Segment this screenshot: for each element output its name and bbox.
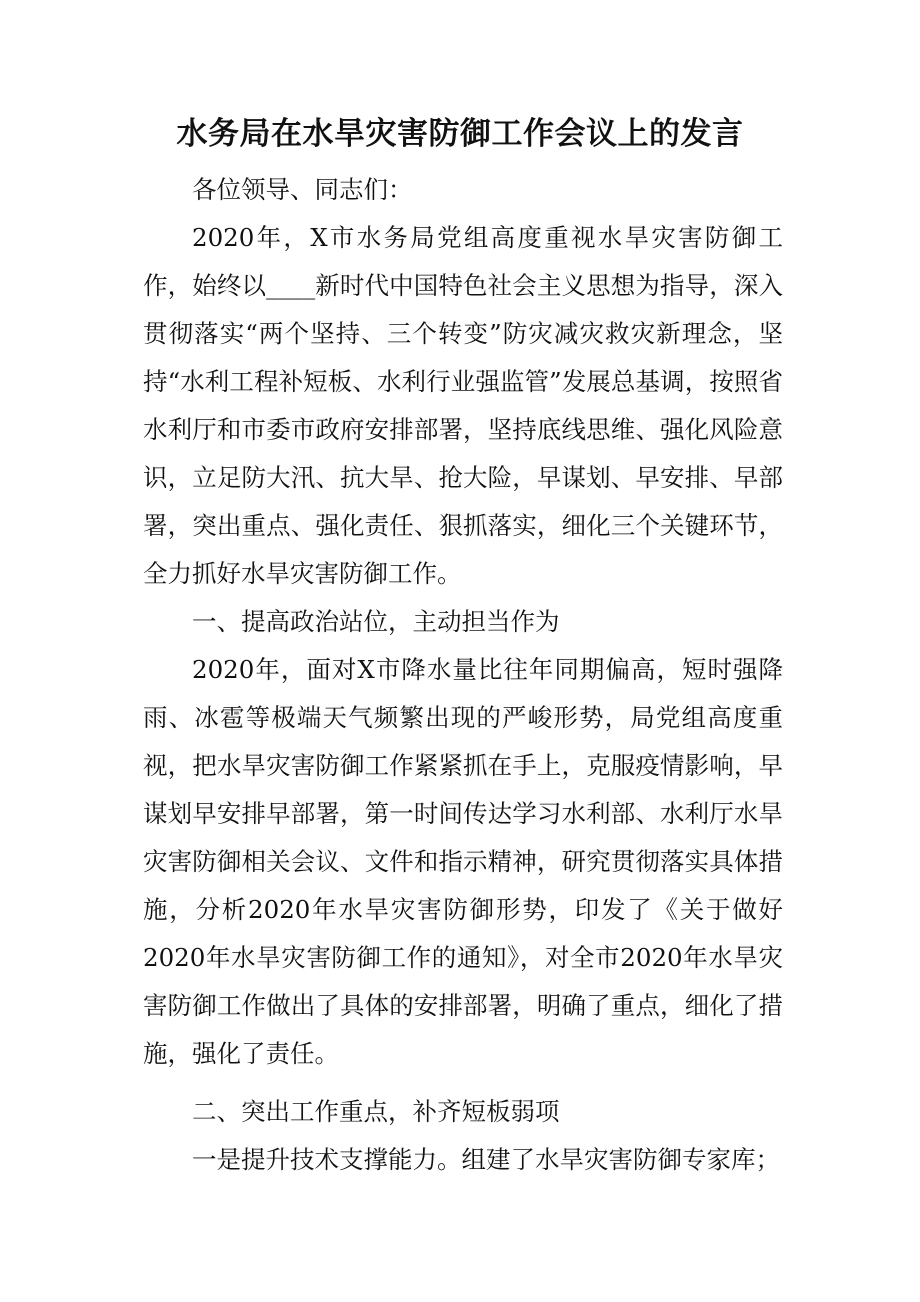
section-2-paragraph: 一是提升技术支撑能力。组建了水旱灾害防御专家库； <box>192 1145 780 1174</box>
section-2-heading: 二、突出工作重点，补齐短板弱项 <box>192 1097 560 1126</box>
section-1-paragraph: 2020年，面对X市降水量比往年同期偏高，短时强降雨、冰雹等极端天气频繁出现的严峻形势，局党组高度重视，把水旱灾害防御工作紧紧抓在手上，克服疫情影响，早谋划早安排早部署，第一时间传达学习水利部、水利厅水旱灾害防御相关会议、文件和指示精神，研究贯彻落实具体措施，分析2020年水旱灾害防御形势，印发了《关于做好2020年水旱灾害防御工作的通知》，对全市2020年水旱灾害防御工作做出了具体的安排部署，明确了重点，细化了措施，强化了责任。 <box>143 655 783 1068</box>
document-title: 水务局在水旱灾害防御工作会议上的发言 <box>176 116 744 152</box>
salutation: 各位领导、同志们： <box>192 175 413 204</box>
section-1-heading: 一、提高政治站位，主动担当作为 <box>192 607 560 636</box>
document-body <box>143 166 783 1184</box>
intro-paragraph: 2020年，X市水务局党组高度重视水旱灾害防御工作，始终以____新时代中国特色社会主义思想为指导，深入贯彻落实“两个坚持、三个转变”防灾减灾救灾新理念，坚持“水利工程补短板、水利行业强监管”发展总基调，按照省水利厅和市委市政府安排部署，坚持底线思维、强化风险意识，立足防大汛、抗大旱、抢大险，早谋划、早安排、早部署，突出重点、强化责任、狠抓落实，细化三个关键环节，全力抓好水旱灾害防御工作。 <box>143 223 783 588</box>
